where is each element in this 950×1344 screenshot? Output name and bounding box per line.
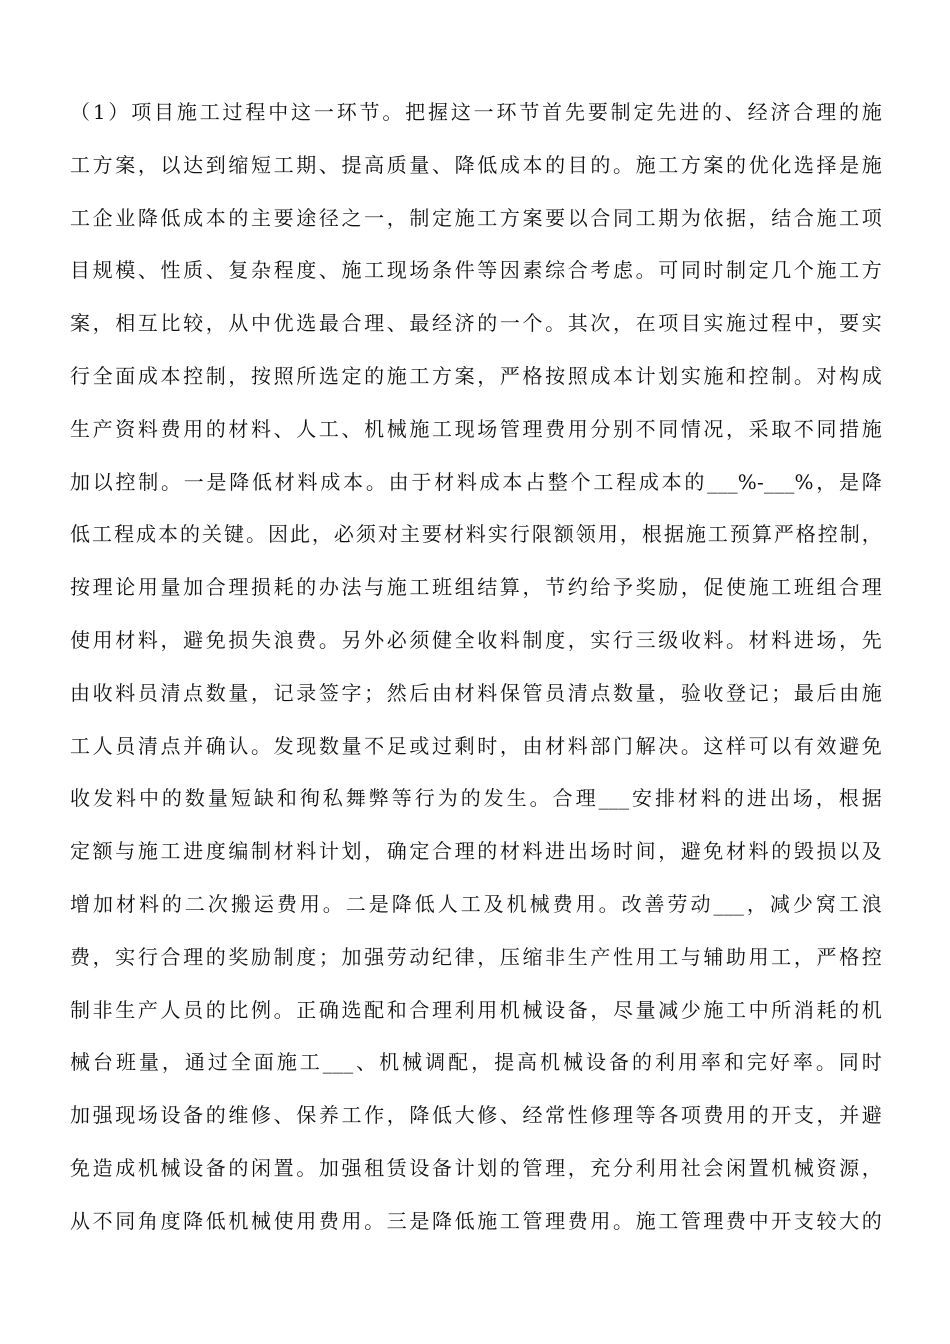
text-line: 从不同角度降低机械使用费用。三是降低施工管理费用。施工管理费中开支较大的 (70, 1208, 882, 1233)
text-line: 使用材料，避免损失浪费。另外必须健全收料制度，实行三级收料。材料进场，先 (70, 627, 882, 652)
text-line: 案，相互比较，从中优选最合理、最经济的一个。其次，在项目实施过程中，要实 (70, 311, 882, 336)
text-line: 收发料中的数量短缺和徇私舞弊等行为的发生。合理___安排材料的进出场，根据 (70, 786, 882, 811)
text-line: 工人员清点并确认。发现数量不足或过剩时，由材料部门解决。这样可以有效避免 (70, 733, 882, 758)
text-line: 加强现场设备的维修、保养工作，降低大修、经常性修理等各项费用的开支，并避 (70, 1103, 882, 1128)
text-line: 加以控制。一是降低材料成本。由于材料成本占整个工程成本的___%-___%，是降 (70, 469, 882, 494)
text-line: 定额与施工进度编制材料计划，确定合理的材料进出场时间，避免材料的毁损以及 (70, 839, 882, 864)
text-line: 增加材料的二次搬运费用。二是降低人工及机械费用。改善劳动___，减少窝工浪 (70, 891, 882, 916)
text-line: 制非生产人员的比例。正确选配和合理利用机械设备，尽量减少施工中所消耗的机 (70, 997, 882, 1022)
text-line: 行全面成本控制，按照所选定的施工方案，严格按照成本计划实施和控制。对构成 (70, 363, 882, 388)
text-line: 由收料员清点数量，记录签字；然后由材料保管员清点数量，验收登记；最后由施 (70, 680, 882, 705)
text-line: 生产资料费用的材料、人工、机械施工现场管理费用分别不同情况，采取不同措施 (70, 416, 882, 441)
text-line: 械台班量，通过全面施工___、机械调配，提高机械设备的利用率和完好率。同时 (70, 1050, 882, 1075)
text-line: 工企业降低成本的主要途径之一，制定施工方案要以合同工期为依据，结合施工项 (70, 205, 882, 230)
text-line: 低工程成本的关键。因此，必须对主要材料实行限额领用，根据施工预算严格控制， (70, 522, 882, 547)
text-line: 目规模、性质、复杂程度、施工现场条件等因素综合考虑。可同时制定几个施工方 (70, 258, 882, 283)
text-line: 按理论用量加合理损耗的办法与施工班组结算，节约给予奖励，促使施工班组合理 (70, 575, 882, 600)
text-line: 工方案，以达到缩短工期、提高质量、降低成本的目的。施工方案的优化选择是施 (70, 152, 882, 177)
text-line: 费，实行合理的奖励制度；加强劳动纪律，压缩非生产性用工与辅助用工，严格控 (70, 944, 882, 969)
body-text (70, 92, 882, 1254)
text-line: （1）项目施工过程中这一环节。把握这一环节首先要制定先进的、经济合理的施 (70, 100, 882, 124)
text-line: 免造成机械设备的闲置。加强租赁设备计划的管理，充分利用社会闲置机械资源， (70, 1155, 882, 1180)
